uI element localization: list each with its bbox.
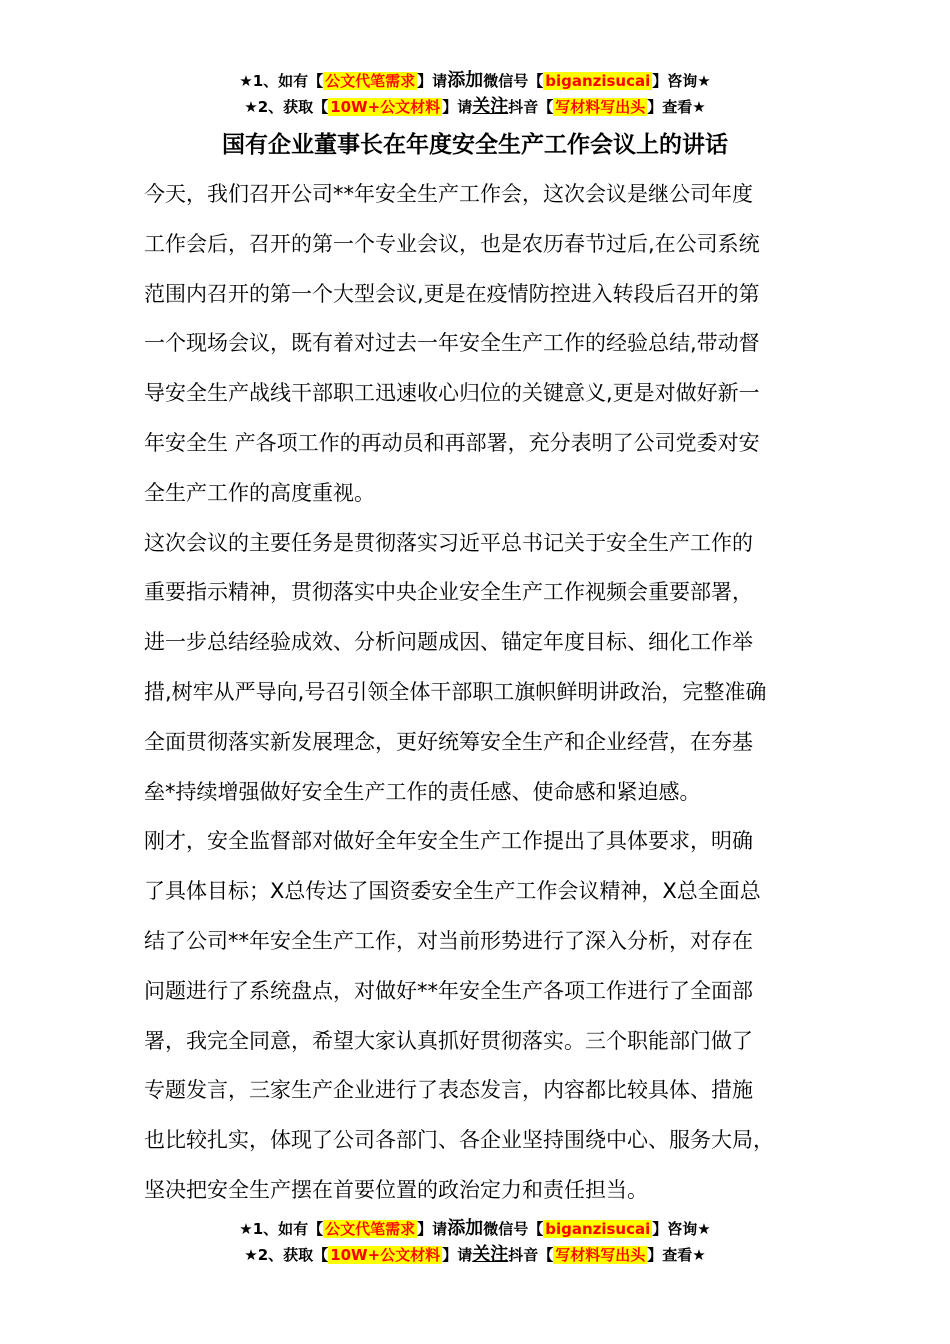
header-line-2-text-2: 抖音【 — [508, 98, 554, 116]
footer-line-1-suffix: 】咨询★ — [652, 1220, 711, 1238]
header-highlight-materials: 10W+公文材料 — [330, 98, 441, 116]
body-line: 全面贯彻落实新发展理念，更好统筹安全生产和企业经营，在夯基 — [144, 729, 753, 754]
header-highlight-service: 公文代笔需求 — [325, 72, 416, 90]
footer-line-2-text-2: 抖音【 — [508, 1246, 554, 1264]
footer-line-2-text: 】请 — [442, 1246, 473, 1264]
header-line-2 — [0, 94, 950, 120]
body-line: 年安全生 产各项工作的再动员和再部署，充分表明了公司党委对安 — [144, 430, 760, 455]
body-line: 措,树牢从严导向,号召引领全体干部职工旗帜鲜明讲政治，完整准确 — [144, 679, 767, 704]
header-highlight-douyin-account: 写材料写出头 — [555, 98, 646, 116]
footer-line-1-emphasis: 添加 — [447, 1218, 484, 1239]
header-line-2-prefix: ★2、获取【 — [244, 98, 329, 116]
body-line: 署，我完全同意，希望大家认真抓好贯彻落实。三个职能部门做了 — [144, 1028, 753, 1053]
footer-highlight-materials: 10W+公文材料 — [330, 1246, 441, 1264]
footer-line-1-prefix: ★1、如有【 — [239, 1220, 324, 1238]
header-line-1-prefix: ★1、如有【 — [239, 72, 324, 90]
footer-highlight-service: 公文代笔需求 — [325, 1220, 416, 1238]
body-line: 进一步总结经验成效、分析问题成因、锚定年度目标、细化工作举 — [144, 630, 753, 655]
body-line: 专题发言，三家生产企业进行了表态发言，内容都比较具体、措施 — [144, 1078, 753, 1103]
footer-line-2-suffix: 】查看★ — [647, 1246, 706, 1264]
body-line: 全生产工作的高度重视。 — [144, 480, 375, 505]
body-line: 重要指示精神，贯彻落实中央企业安全生产工作视频会重要部署， — [144, 580, 753, 605]
header-line-1-suffix: 】咨询★ — [652, 72, 711, 90]
body-line: 刚才，安全监督部对做好全年安全生产工作提出了具体要求，明确 — [144, 829, 753, 854]
body-line: 了具体目标；X总传达了国资委安全生产工作会议精神，X总全面总 — [144, 879, 761, 904]
body-line: 结了公司**年安全生产工作，对当前形势进行了深入分析，对存在 — [144, 928, 753, 953]
header-line-1-emphasis: 添加 — [447, 70, 484, 91]
header-banner — [0, 68, 950, 120]
footer-line-1-text-2: 微信号【 — [483, 1220, 544, 1238]
document-title: 国有企业董事长在年度安全生产工作会议上的讲话 — [222, 132, 728, 158]
footer-banner — [0, 1216, 950, 1268]
footer-highlight-wechat-id: biganzisucai — [545, 1220, 651, 1238]
body-line: 范围内召开的第一个大型会议,更是在疫情防控进入转段后召开的第 — [144, 281, 760, 306]
header-line-1-text-2: 微信号【 — [483, 72, 544, 90]
body-line: 坚决把安全生产摆在首要位置的政治定力和责任担当。 — [144, 1177, 648, 1202]
body-line: 工作会后，召开的第一个专业会议，也是农历春节过后,在公司系统 — [144, 231, 760, 256]
header-line-1-text: 】请 — [417, 72, 448, 90]
footer-line-2 — [0, 1242, 950, 1268]
body-line: 导安全生产战线干部职工迅速收心归位的关键意义,更是对做好新一 — [144, 381, 760, 406]
header-line-2-suffix: 】查看★ — [647, 98, 706, 116]
footer-line-2-prefix: ★2、获取【 — [244, 1246, 329, 1264]
body-line: 一个现场会议，既有着对过去一年安全生产工作的经验总结,带动督 — [144, 331, 760, 356]
body-line: 今天，我们召开公司**年安全生产工作会，这次会议是继公司年度 — [144, 182, 753, 206]
header-highlight-wechat-id: biganzisucai — [545, 72, 651, 90]
header-line-2-text: 】请 — [442, 98, 473, 116]
body-line: 垒*持续增强做好安全生产工作的责任感、使命感和紧迫感。 — [144, 779, 701, 804]
document-body — [144, 170, 834, 1216]
header-line-2-emphasis: 关注 — [472, 96, 509, 117]
body-line: 这次会议的主要任务是贯彻落实习近平总书记关于安全生产工作的 — [144, 530, 753, 555]
footer-line-1 — [0, 1216, 950, 1242]
body-line: 问题进行了系统盘点，对做好**年安全生产各项工作进行了全面部 — [144, 978, 753, 1003]
header-line-1 — [0, 68, 950, 94]
footer-highlight-douyin-account: 写材料写出头 — [555, 1246, 646, 1264]
body-line: 也比较扎实，体现了公司各部门、各企业坚持围绕中心、服务大局， — [144, 1128, 774, 1153]
footer-line-2-emphasis: 关注 — [472, 1244, 509, 1265]
footer-line-1-text: 】请 — [417, 1220, 448, 1238]
